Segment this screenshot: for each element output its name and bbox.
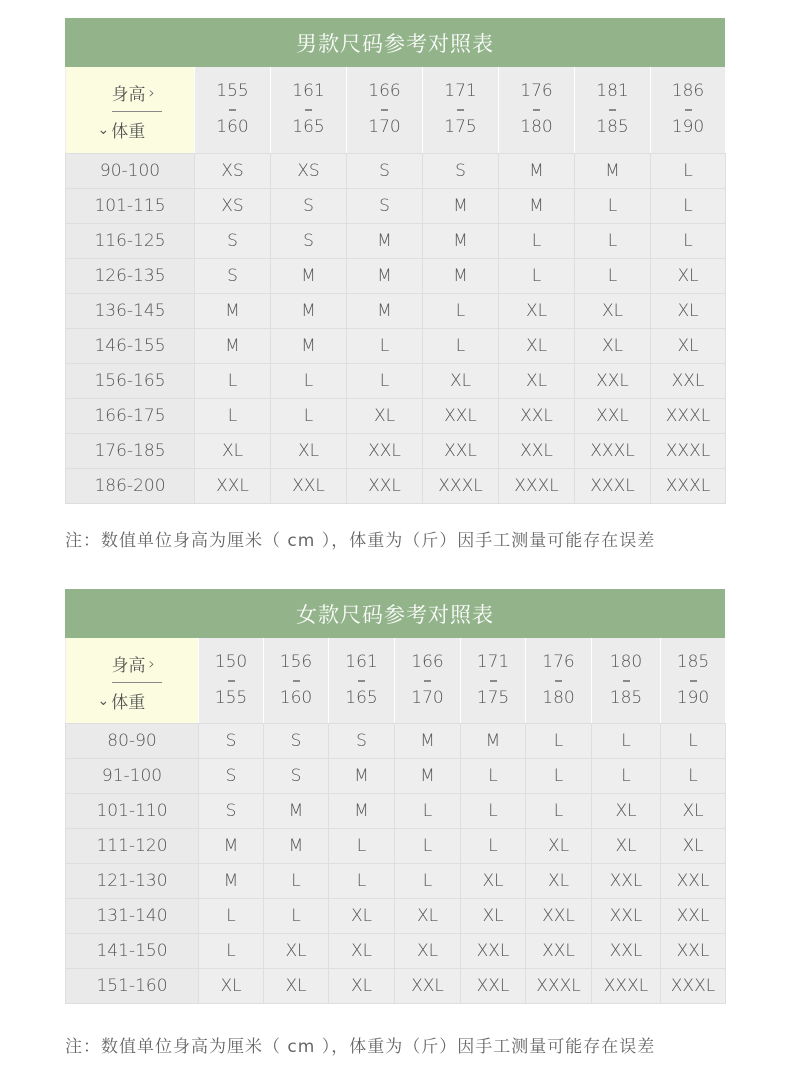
chevron-right-icon: › [148, 83, 155, 102]
table-row [66, 433, 726, 468]
height-range-header [264, 638, 329, 723]
size-cell: XXXL [651, 468, 726, 503]
range-dash [305, 109, 312, 111]
size-cell: XL [461, 863, 526, 898]
divider [112, 111, 162, 112]
size-cell: XL [195, 433, 271, 468]
size-cell: XXXL [651, 433, 726, 468]
size-cell: S [199, 723, 264, 758]
size-cell: XXL [395, 968, 461, 1003]
size-cell: XXXL [592, 968, 661, 1003]
size-cell: XL [499, 328, 575, 363]
range-dash [490, 680, 497, 682]
size-cell: L [329, 863, 395, 898]
height-range-header [195, 67, 271, 153]
size-cell: S [199, 793, 264, 828]
size-cell: XXL [423, 398, 499, 433]
height-max: 190 [676, 687, 710, 708]
range-dash [228, 680, 235, 682]
chevron-right-icon: › [148, 654, 155, 673]
women-header-row [66, 638, 726, 723]
size-cell: XXXL [575, 468, 651, 503]
size-cell: XL [423, 363, 499, 398]
size-cell: L [651, 153, 726, 188]
size-cell: XL [264, 933, 329, 968]
size-cell: M [271, 293, 347, 328]
height-range-header [651, 67, 726, 153]
size-cell: L [395, 863, 461, 898]
height-min: 166 [411, 651, 444, 672]
height-min: 171 [476, 651, 510, 672]
women-size-table [65, 638, 726, 1004]
divider [112, 682, 162, 683]
size-cell: M [347, 293, 423, 328]
height-range-header [575, 67, 651, 153]
height-range-header [526, 638, 592, 723]
size-cell: XXL [592, 933, 661, 968]
weight-range-cell: 121-130 [66, 863, 199, 898]
size-cell: S [423, 153, 499, 188]
size-cell: XXL [575, 398, 651, 433]
women-size-section [65, 589, 725, 1057]
range-dash [533, 109, 540, 111]
women-note: 注：数值单位身高为厘米（ cm ），体重为（斤）因手工测量可能存在误差 [65, 1037, 656, 1057]
height-max: 165 [345, 687, 378, 708]
size-cell: M [264, 828, 329, 863]
height-max: 180 [542, 687, 575, 708]
size-cell: XXXL [423, 468, 499, 503]
table-row [66, 793, 726, 828]
size-cell: XL [329, 933, 395, 968]
size-cell: XXL [499, 433, 575, 468]
size-cell: L [423, 328, 499, 363]
weight-range-cell: 101-115 [66, 188, 195, 223]
size-cell: S [347, 188, 423, 223]
table-row [66, 828, 726, 863]
table-row [66, 363, 726, 398]
table-row [66, 758, 726, 793]
size-cell: XXL [347, 468, 423, 503]
height-min: 181 [596, 81, 629, 102]
men-table-title: 男款尺码参考对照表 [65, 18, 725, 67]
range-dash [293, 680, 300, 682]
size-cell: L [264, 898, 329, 933]
height-range-header [395, 638, 461, 723]
size-cell: XL [461, 898, 526, 933]
size-cell: L [575, 258, 651, 293]
size-cell: XXXL [651, 398, 726, 433]
range-dash [457, 109, 464, 111]
size-cell: XL [526, 828, 592, 863]
size-cell: XXL [651, 363, 726, 398]
height-max: 160 [216, 117, 249, 138]
size-cell: L [347, 328, 423, 363]
height-min: 171 [444, 81, 477, 102]
height-max: 175 [476, 687, 510, 708]
size-cell: M [575, 153, 651, 188]
height-label: 身高 [111, 656, 146, 676]
size-cell: XS [195, 188, 271, 223]
size-cell: XXL [347, 433, 423, 468]
size-cell: XS [195, 153, 271, 188]
height-max: 185 [609, 687, 643, 708]
weight-range-cell: 80-90 [66, 723, 199, 758]
size-cell: L [271, 363, 347, 398]
height-range-header [499, 67, 575, 153]
table-row [66, 398, 726, 433]
size-cell: M [195, 293, 271, 328]
height-min: 176 [520, 81, 553, 102]
size-cell: XXL [661, 933, 726, 968]
size-cell: L [592, 758, 661, 793]
weight-label: 体重 [111, 122, 146, 142]
range-dash [229, 109, 236, 111]
height-range-header [271, 67, 347, 153]
size-cell: XXXL [526, 968, 592, 1003]
size-cell: L [499, 223, 575, 258]
height-range-header [347, 67, 423, 153]
weight-range-cell: 101-110 [66, 793, 199, 828]
size-cell: XL [499, 293, 575, 328]
size-cell: M [271, 258, 347, 293]
size-cell: L [651, 188, 726, 223]
corner-cell [66, 67, 195, 153]
height-min: 180 [609, 651, 643, 672]
size-cell: M [395, 723, 461, 758]
size-cell: M [329, 793, 395, 828]
height-min: 150 [214, 651, 248, 672]
size-cell: XL [499, 363, 575, 398]
size-cell: XL [199, 968, 264, 1003]
size-cell: XXL [592, 863, 661, 898]
size-cell: XXL [526, 898, 592, 933]
size-cell: M [199, 863, 264, 898]
weight-label: 体重 [111, 693, 146, 713]
height-max: 180 [520, 117, 553, 138]
size-cell: XXL [195, 468, 271, 503]
size-cell: S [347, 153, 423, 188]
size-cell: L [423, 293, 499, 328]
table-row [66, 293, 726, 328]
weight-range-cell: 111-120 [66, 828, 199, 863]
size-cell: XXL [499, 398, 575, 433]
size-cell: S [264, 758, 329, 793]
size-cell: XXL [461, 968, 526, 1003]
size-cell: M [423, 258, 499, 293]
size-cell: L [526, 758, 592, 793]
size-cell: L [461, 758, 526, 793]
height-min: 155 [216, 81, 249, 102]
table-row [66, 188, 726, 223]
table-row [66, 898, 726, 933]
size-cell: M [271, 328, 347, 363]
table-row [66, 863, 726, 898]
size-cell: S [329, 723, 395, 758]
size-cell: XL [271, 433, 347, 468]
size-cell: S [264, 723, 329, 758]
height-label: 身高 [111, 85, 146, 105]
size-cell: M [195, 328, 271, 363]
table-row [66, 153, 726, 188]
weight-range-cell: 151-160 [66, 968, 199, 1003]
corner-cell [66, 638, 199, 723]
size-cell: L [651, 223, 726, 258]
range-dash [690, 680, 697, 682]
size-cell: XL [592, 828, 661, 863]
range-dash [381, 109, 388, 111]
size-cell: M [461, 723, 526, 758]
size-cell: S [271, 188, 347, 223]
weight-range-cell: 90-100 [66, 153, 195, 188]
chevron-down-icon: ⌄ [97, 692, 110, 709]
height-min: 161 [292, 81, 325, 102]
height-range-header [329, 638, 395, 723]
size-cell: L [661, 723, 726, 758]
size-cell: XS [271, 153, 347, 188]
size-cell: M [423, 188, 499, 223]
size-cell: XL [395, 933, 461, 968]
weight-range-cell: 131-140 [66, 898, 199, 933]
size-cell: XL [575, 293, 651, 328]
table-row [66, 468, 726, 503]
weight-range-cell: 116-125 [66, 223, 195, 258]
size-cell: L [526, 793, 592, 828]
table-row [66, 968, 726, 1003]
height-max: 190 [671, 117, 705, 138]
size-cell: M [264, 793, 329, 828]
weight-range-cell: 91-100 [66, 758, 199, 793]
size-cell: L [195, 363, 271, 398]
size-cell: M [347, 258, 423, 293]
size-cell: M [499, 153, 575, 188]
size-cell: L [575, 223, 651, 258]
size-cell: M [499, 188, 575, 223]
size-cell: XL [661, 793, 726, 828]
size-cell: L [395, 828, 461, 863]
height-max: 185 [596, 117, 629, 138]
size-cell: M [395, 758, 461, 793]
size-cell: XXXL [499, 468, 575, 503]
height-min: 185 [676, 651, 710, 672]
size-cell: M [423, 223, 499, 258]
size-cell: L [661, 758, 726, 793]
size-cell: XXL [661, 863, 726, 898]
size-cell: L [347, 363, 423, 398]
height-max: 170 [411, 687, 444, 708]
range-dash [358, 680, 365, 682]
size-cell: XL [395, 898, 461, 933]
size-cell: L [461, 793, 526, 828]
height-range-header [423, 67, 499, 153]
size-cell: XL [264, 968, 329, 1003]
height-range-header [661, 638, 726, 723]
size-cell: XL [592, 793, 661, 828]
height-max: 175 [444, 117, 477, 138]
size-cell: L [592, 723, 661, 758]
size-cell: XXL [271, 468, 347, 503]
size-cell: L [461, 828, 526, 863]
size-cell: XL [651, 328, 726, 363]
size-cell: XXXL [661, 968, 726, 1003]
weight-range-cell: 136-145 [66, 293, 195, 328]
weight-range-cell: 166-175 [66, 398, 195, 433]
height-max: 170 [368, 117, 401, 138]
size-cell: L [199, 898, 264, 933]
size-cell: L [264, 863, 329, 898]
chevron-down-icon: ⌄ [97, 121, 110, 138]
size-cell: M [347, 223, 423, 258]
size-cell: L [526, 723, 592, 758]
table-row [66, 223, 726, 258]
weight-range-cell: 176-185 [66, 433, 195, 468]
size-cell: XL [329, 968, 395, 1003]
women-table-title: 女款尺码参考对照表 [65, 589, 725, 638]
size-cell: L [499, 258, 575, 293]
men-size-table [65, 67, 726, 504]
height-range-header [199, 638, 264, 723]
size-cell: L [575, 188, 651, 223]
height-max: 160 [279, 687, 313, 708]
table-row [66, 933, 726, 968]
size-cell: XXL [423, 433, 499, 468]
size-cell: L [199, 933, 264, 968]
range-dash [685, 109, 692, 111]
size-cell: L [195, 398, 271, 433]
size-cell: L [329, 828, 395, 863]
size-cell: XL [526, 863, 592, 898]
size-cell: XL [575, 328, 651, 363]
range-dash [424, 680, 431, 682]
men-size-section [65, 18, 725, 551]
size-cell: XL [651, 293, 726, 328]
weight-range-cell: 126-135 [66, 258, 195, 293]
height-range-header [592, 638, 661, 723]
table-row [66, 723, 726, 758]
table-row [66, 258, 726, 293]
range-dash [623, 680, 630, 682]
height-range-header [461, 638, 526, 723]
size-cell: XXL [592, 898, 661, 933]
size-cell: S [195, 223, 271, 258]
weight-range-cell: 146-155 [66, 328, 195, 363]
height-min: 156 [279, 651, 313, 672]
height-min: 176 [542, 651, 575, 672]
height-min: 166 [368, 81, 401, 102]
size-cell: S [199, 758, 264, 793]
men-header-row [66, 67, 726, 153]
weight-range-cell: 156-165 [66, 363, 195, 398]
size-cell: L [395, 793, 461, 828]
size-cell: XL [661, 828, 726, 863]
size-cell: XXL [661, 898, 726, 933]
table-row [66, 328, 726, 363]
size-cell: M [329, 758, 395, 793]
size-cell: XXXL [575, 433, 651, 468]
range-dash [555, 680, 562, 682]
size-cell: XL [329, 898, 395, 933]
size-cell: XL [651, 258, 726, 293]
height-max: 165 [292, 117, 325, 138]
size-cell: M [199, 828, 264, 863]
weight-range-cell: 141-150 [66, 933, 199, 968]
size-cell: L [271, 398, 347, 433]
weight-range-cell: 186-200 [66, 468, 195, 503]
size-cell: XL [347, 398, 423, 433]
size-cell: S [195, 258, 271, 293]
size-cell: S [271, 223, 347, 258]
men-note: 注：数值单位身高为厘米（ cm ），体重为（斤）因手工测量可能存在误差 [65, 531, 656, 551]
size-cell: XXL [461, 933, 526, 968]
height-min: 186 [671, 81, 705, 102]
height-max: 155 [214, 687, 248, 708]
height-min: 161 [345, 651, 378, 672]
size-cell: XXL [526, 933, 592, 968]
range-dash [609, 109, 616, 111]
size-cell: XXL [575, 363, 651, 398]
